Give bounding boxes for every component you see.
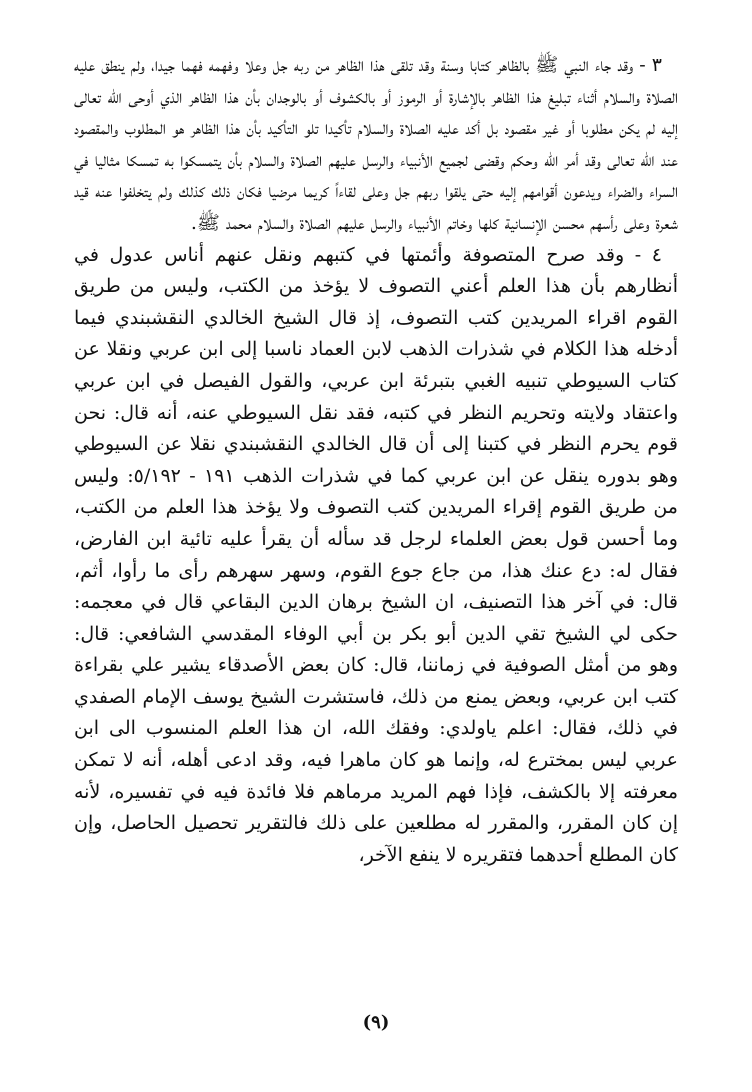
page-number: (٩) bbox=[362, 1012, 390, 1033]
paragraph-4: ٤ - وقد صرح المتصوفة وأئمتها في كتبهم ونقل عنهم أناس عدول في أنظارهم بأن هذا العلم أعني التصوف لا يؤخذ من الكتب، وليس من طريق القوم اقراء المريدين كتب التصوف، إذ قال الشيخ الخالدي النقشبندي فيما أدخله هذا الكلام في شذرات الذهب لابن العماد ناسبا إلى ابن عربي ونقلا عن كتاب السيوطي تنبيه الغبي بتبرئة ابن عربي، والقول الفيصل في ابن عربي واعتقاد ولايته وتحريم النظر في كتبه، فقد نقل السيوطي عنه، أنه قال: نحن قوم يحرم النظر في كتبنا إلى أن قال الخالدي النقشبندي نقلا عن السيوطي وهو بدوره ينقل عن ابن عربي كما في شذرات الذهب ١٩١ - ٥/١٩٢: وليس من طريق القوم إقراء المريدين كتب التصوف ولا يؤخذ هذا العلم من الكتب، وما أحسن قول بعض العلماء لرجل قد سأله أن يقرأ عليه تائية ابن الفارض، فقال له: دع عنك هذا، من جاع جوع القوم، وسهر سهرهم رأى ما رأوا، أثم، قال: في آخر هذا التصنيف، ان الشيخ برهان الدين البقاعي قال في معجمه: حكى لي الشيخ تقي الدين أبو بكر بن أبي الوفاء المقدسي الشافعي: قال: وهو من أمثل الصوفية في زماننا، قال: كان بعض الأصدقاء يشير علي بقراءة كتب ابن عربي، وبعض يمنع من ذلك، فاستشرت الشيخ يوسف الإمام الصفدي في ذلك، فقال: اعلم ياولدي: وفقك الله، ان هذا العلم المنسوب الى ابن عربي ليس بمخترع له، وإنما هو كان ماهرا فيه، وقد ادعى أهله، أنه لا تمكن معرفته إلا بالكشف، فإذا فهم المريد مرماهم فلا فائدة فيه في تفسيره، لأنه إن كان المقرر، والمقرر له مطلعين على ذلك فالتقرير تحصيل الحاصل، وإن كان المطلع أحدهما فتقريره لا ينفع الآخر، bbox=[74, 243, 678, 866]
paragraph-3: ٣ - وقد جاء النبي ﷺ بالظاهر كتابا وسنة وقد تلقى هذا الظاهر من ربه جل وعلا وفهمه فهما جيدا، ولم ينطق عليه الصلاة والسلام أثناء تبليغ هذا الظاهر بالإشارة أو الرموز أو بالكشوف أو بالوجدان بأن هذا الظاهر الذي أوحى الله تعالى إليه لم يكن مطلوبا أو غير مقصود بل أكد عليه الصلاة والسلام تأكيدا تلو التأكيد بأن هذا الظاهر هو المطلوب والمقصود عند الله تعالى وقد أمر الله وحكم وقضى لجميع الأنبياء والرسل عليهم الصلاة والسلام بأن يتمسكوا به تمسكا مثاليا في السراء والضراء ويدعون أقوامهم إليه حتى يلقوا ربهم جل وعلى لقاءاً كريما مرضيا فكان ذلك كذلك ولم يتخلفوا عنه قيد شعرة وعلى رأسهم محسن الإنسانية كلها وخاتم الأنبياء والرسل عليهم الصلاة والسلام محمد ﷺ. bbox=[74, 54, 678, 234]
body-text bbox=[74, 50, 678, 871]
